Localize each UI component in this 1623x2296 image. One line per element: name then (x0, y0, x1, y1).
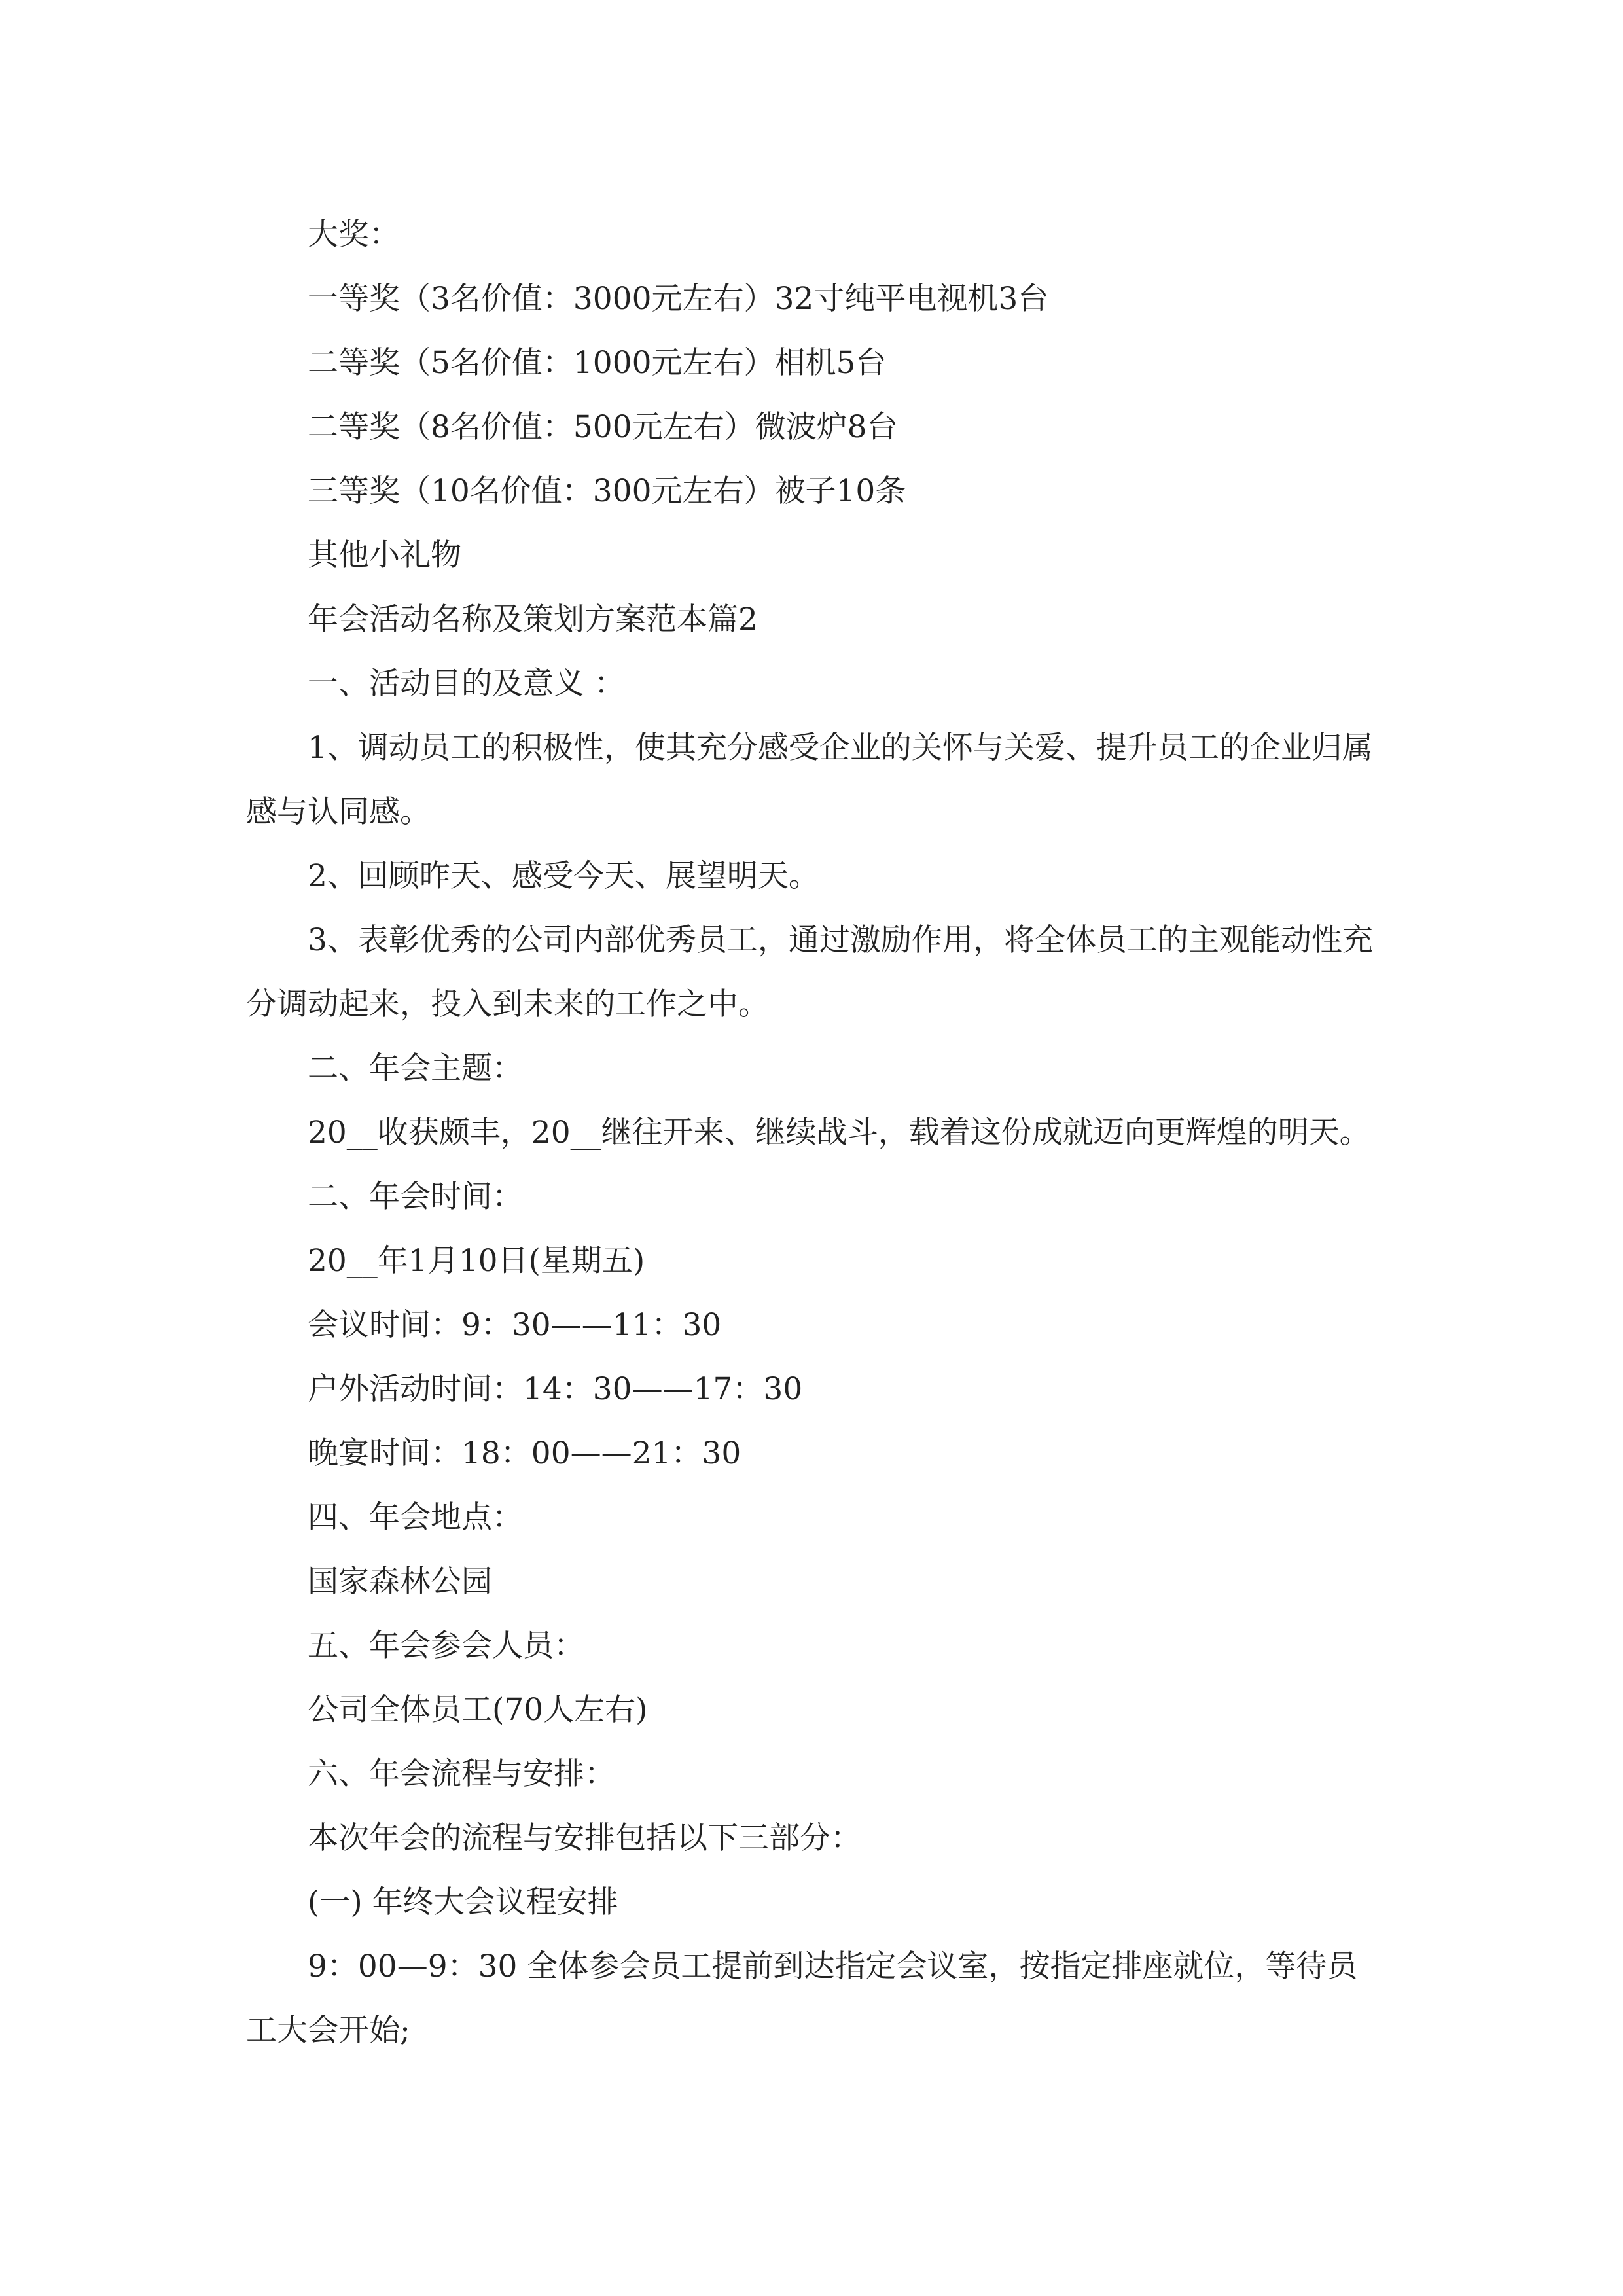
section-title: 年会活动名称及策划方案范本篇2 (308, 601, 758, 637)
purpose-item-1: 1、调动员工的积极性，使其充分感受企业的关怀与关爱、提升员工的企业归属感与认同感。 (246, 730, 1373, 830)
heading-time: 二、年会时间： (308, 1179, 523, 1215)
heading-location: 四、年会地点： (308, 1499, 523, 1535)
process-intro: 本次年会的流程与安排包括以下三部分： (308, 1820, 861, 1856)
second-prize-line-a: 二等奖（5名价值：1000元左右）相机5台 (308, 345, 887, 381)
theme-text: 20__收获颇丰，20__继往开来、继续战斗，载着这份成就迈向更辉煌的明天。 (308, 1115, 1370, 1151)
other-gifts-line: 其他小礼物 (308, 537, 461, 573)
outdoor-time: 户外活动时间：14：30——17：30 (308, 1371, 803, 1407)
heading-theme: 二、年会主题： (308, 1050, 523, 1086)
meeting-time: 会议时间：9：30——11：30 (308, 1307, 722, 1343)
second-prize-line-b: 二等奖（8名价值：500元左右）微波炉8台 (308, 409, 898, 445)
heading-purpose: 一、活动目的及意义 ： (308, 666, 625, 702)
heading-process: 六、年会流程与安排： (308, 1756, 615, 1792)
agenda-heading: (一) 年终大会议程安排 (308, 1884, 618, 1920)
location-text: 国家森林公园 (308, 1564, 492, 1600)
heading-attendees: 五、年会参会人员： (308, 1628, 584, 1664)
first-prize-line: 一等奖（3名价值：3000元左右）32寸纯平电视机3台 (308, 281, 1049, 317)
purpose-item-2: 2、回顾昨天、感受今天、展望明天。 (308, 858, 819, 894)
purpose-item-3: 3、表彰优秀的公司内部优秀员工，通过激励作用，将全体员工的主观能动性充分调动起来，投入到未来的工作之中。 (246, 922, 1373, 1022)
attendees-text: 公司全体员工(70人左右) (308, 1692, 648, 1728)
banquet-time: 晚宴时间：18：00——21：30 (308, 1435, 741, 1471)
grand-prize-heading: 大奖： (308, 217, 400, 253)
third-prize-line: 三等奖（10名价值：300元左右）被子10条 (308, 473, 906, 509)
event-date: 20__年1月10日(星期五) (308, 1243, 645, 1279)
agenda-item-1: 9：00—9：30 全体参会员工提前到达指定会议室，按指定排座就位，等待员工大会开始; (246, 1948, 1358, 2049)
document-body (246, 203, 1381, 2063)
